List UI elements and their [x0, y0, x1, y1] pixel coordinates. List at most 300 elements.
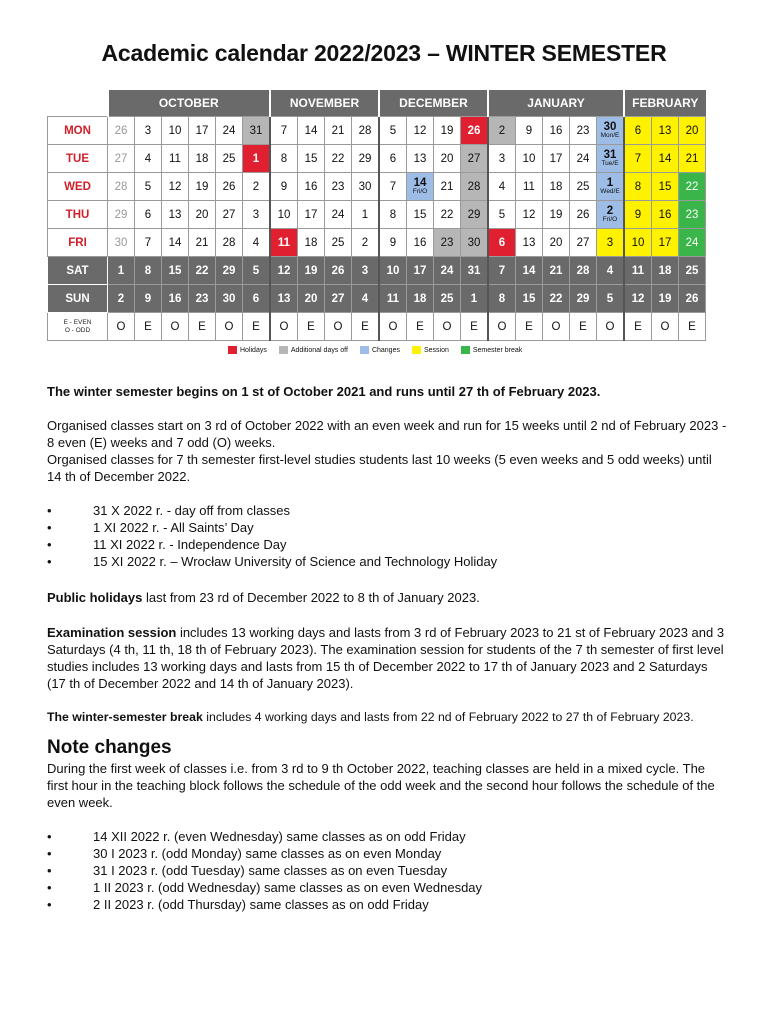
- calendar-cell: [298, 257, 325, 285]
- day-number: 13: [413, 152, 427, 165]
- day-number: 15: [304, 152, 318, 165]
- parity-cell: E: [135, 313, 162, 341]
- semester-intro: [47, 383, 727, 400]
- calendar-cell: [108, 117, 135, 145]
- day-number: 1: [252, 152, 260, 165]
- day-number: 24: [331, 208, 345, 221]
- change-sublabel: Tue/E: [601, 159, 619, 167]
- calendar-cell: [108, 145, 135, 173]
- calendar-cell: [108, 173, 135, 201]
- calendar-cell: [679, 285, 706, 313]
- day-number: 19: [658, 292, 672, 305]
- changes-swatch: [360, 346, 369, 354]
- legend-session-label: Session: [423, 346, 449, 354]
- parity-cell: O: [325, 313, 352, 341]
- calendar-cell: [543, 117, 570, 145]
- calendar-cell: [135, 201, 162, 229]
- calendar-cell: [162, 117, 189, 145]
- parity-row: [48, 313, 706, 341]
- calendar-cell: [597, 201, 625, 229]
- note-changes-heading: Note changes: [47, 737, 172, 758]
- day-number: 29: [358, 152, 372, 165]
- day-number: 20: [440, 152, 454, 165]
- day-number: 24: [440, 264, 454, 277]
- calendar-cell: [543, 257, 570, 285]
- calendar-cell: [407, 285, 434, 313]
- month-december: DECEMBER: [379, 90, 488, 117]
- calendar-cell: [597, 285, 625, 313]
- winter-break-paragraph: [47, 709, 727, 726]
- calendar-cell: [679, 257, 706, 285]
- parity-cell: O: [543, 313, 570, 341]
- day-number: 9: [280, 180, 288, 193]
- day-number: 3: [361, 264, 369, 277]
- day-number: 10: [386, 264, 400, 277]
- calendar-cell: [679, 229, 706, 257]
- calendar-cell: [434, 229, 461, 257]
- day-number: 21: [685, 152, 699, 165]
- list-item-text: 30 I 2023 r. (odd Monday) same classes as on even Monday: [93, 846, 442, 861]
- calendar-cell: [624, 117, 652, 145]
- calendar-cell: [379, 285, 407, 313]
- calendar-cell: [488, 173, 516, 201]
- day-number: 28: [358, 124, 372, 137]
- day-number: 3: [498, 152, 506, 165]
- calendar-cell: [135, 173, 162, 201]
- day-number: 8: [498, 292, 506, 305]
- day-number: 10: [631, 236, 645, 249]
- calendar-cell: [243, 117, 271, 145]
- calendar-cell: [570, 173, 597, 201]
- calendar-cell: [488, 117, 516, 145]
- calendar-row: [48, 201, 706, 229]
- calendar-cell: [652, 117, 679, 145]
- calendar-body: [48, 117, 706, 341]
- calendar-row: [48, 117, 706, 145]
- day-number: 10: [168, 124, 182, 137]
- day-number: 30: [114, 236, 128, 249]
- calendar-row: [48, 173, 706, 201]
- parity-cell: O: [108, 313, 135, 341]
- day-number: 31: [467, 264, 481, 277]
- calendar-cell: [216, 173, 243, 201]
- calendar-row: [48, 257, 706, 285]
- calendar-cell: [189, 117, 216, 145]
- calendar-cell: [543, 285, 570, 313]
- legend-holidays-label: Holidays: [240, 346, 267, 354]
- calendar-cell: [162, 145, 189, 173]
- calendar-cell: [135, 257, 162, 285]
- day-number: 16: [168, 292, 182, 305]
- day-number: 29: [576, 292, 590, 305]
- legend-holidays: [228, 346, 267, 354]
- day-number: 7: [144, 236, 152, 249]
- calendar-cell: [379, 173, 407, 201]
- calendar-cell: [162, 257, 189, 285]
- day-number: 12: [277, 264, 291, 277]
- day-number: 27: [467, 152, 481, 165]
- calendar-cell: [162, 173, 189, 201]
- day-number: 31 Tue/E: [597, 150, 623, 168]
- calendar-cell: [461, 285, 489, 313]
- day-number: 27: [331, 292, 345, 305]
- calendar-cell: [624, 201, 652, 229]
- calendar-cell: [135, 145, 162, 173]
- calendar-cell: [108, 257, 135, 285]
- day-number: 12: [522, 208, 536, 221]
- day-number: 26: [114, 124, 128, 137]
- calendar-cell: [516, 229, 543, 257]
- day-number: 5: [389, 124, 397, 137]
- day-number: 2: [252, 180, 260, 193]
- calendar-cell: [624, 145, 652, 173]
- change-sublabel: Wed/E: [600, 187, 620, 195]
- calendar-cell: [270, 285, 298, 313]
- calendar-cell: [379, 229, 407, 257]
- day-number: 5: [252, 264, 260, 277]
- day-number: 9: [389, 236, 397, 249]
- calendar-cell: [379, 201, 407, 229]
- list-item-text: 31 X 2022 r. - day off from classes: [93, 503, 291, 518]
- calendar-cell: [488, 257, 516, 285]
- calendar-cell: [434, 201, 461, 229]
- day-number: 17: [549, 152, 563, 165]
- public-holidays-paragraph: [47, 589, 727, 606]
- day-number: 4: [361, 292, 369, 305]
- page-title: Academic calendar 2022/2023 – WINTER SEMESTER: [101, 40, 667, 66]
- calendar-cell: [298, 117, 325, 145]
- parity-cell: O: [597, 313, 625, 341]
- classes-text-b: Organised classes for 7 th semester first-level studies students last 10 weeks (5 even weeks and 5 odd weeks) until 14 th of December 2022.: [47, 452, 712, 484]
- day-number: 23: [576, 124, 590, 137]
- change-sublabel: Fri/O: [602, 215, 618, 223]
- day-number: 16: [658, 208, 672, 221]
- parity-label: [48, 313, 108, 341]
- calendar-cell: [270, 229, 298, 257]
- calendar-cell: [352, 257, 380, 285]
- calendar-cell: [270, 117, 298, 145]
- calendar-cell: [488, 145, 516, 173]
- day-number: 6: [389, 152, 397, 165]
- calendar-cell: [597, 145, 625, 173]
- day-number: 11: [386, 292, 400, 305]
- calendar-cell: [597, 117, 625, 145]
- day-number: 23: [331, 180, 345, 193]
- legend-break: [461, 346, 522, 354]
- calendar-cell: [325, 117, 352, 145]
- day-number: 28: [114, 180, 128, 193]
- classes-paragraph: [47, 417, 727, 485]
- parity-cell: O: [162, 313, 189, 341]
- calendar-cell: [216, 229, 243, 257]
- legend-additional-label: Additional days off: [290, 346, 348, 354]
- calendar-cell: [679, 145, 706, 173]
- day-number: 15: [522, 292, 536, 305]
- calendar-cell: [570, 117, 597, 145]
- day-number: 23: [685, 208, 699, 221]
- day-number: 21: [195, 236, 209, 249]
- calendar-cell: [270, 145, 298, 173]
- day-number: 27: [114, 152, 128, 165]
- calendar-cell: [243, 173, 271, 201]
- holidays-swatch: [228, 346, 237, 354]
- calendar-cell: [570, 145, 597, 173]
- day-number: 20: [304, 292, 318, 305]
- public-holidays-label: Public holidays: [47, 590, 143, 605]
- month-february: FEBRUARY: [624, 90, 706, 117]
- calendar-cell: [243, 257, 271, 285]
- calendar-cell: [243, 145, 271, 173]
- day-number: 6: [498, 236, 506, 249]
- day-number: 18: [195, 152, 209, 165]
- day-label: WED: [48, 173, 108, 201]
- day-number: 8: [144, 264, 152, 277]
- list-item-text: 2 II 2023 r. (odd Thursday) same classes as on odd Friday: [93, 897, 429, 912]
- calendar-cell: [325, 201, 352, 229]
- day-number: 26: [331, 264, 345, 277]
- day-number: 4: [606, 264, 614, 277]
- day-number: 31: [249, 124, 263, 137]
- calendar-cell: [379, 257, 407, 285]
- calendar-cell: [270, 257, 298, 285]
- day-number: 25: [222, 152, 236, 165]
- calendar-cell: [243, 285, 271, 313]
- day-number: 28: [222, 236, 236, 249]
- day-number: 2: [117, 292, 125, 305]
- day-label: SUN: [48, 285, 108, 313]
- calendar-cell: [652, 201, 679, 229]
- calendar-cell: [162, 229, 189, 257]
- legend-break-label: Semester break: [472, 346, 523, 354]
- day-number: 21: [440, 180, 454, 193]
- day-number: 16: [304, 180, 318, 193]
- calendar-cell: [325, 173, 352, 201]
- calendar-cell: [434, 117, 461, 145]
- calendar-cell: [624, 229, 652, 257]
- public-holidays-text: last from 23 rd of December 2022 to 8 th of January 2023.: [142, 590, 480, 605]
- day-number: 1: [117, 264, 125, 277]
- day-number: 3: [252, 208, 260, 221]
- day-label: MON: [48, 117, 108, 145]
- semester-intro-text: The winter semester begins on 1 st of October 2021 and runs until 27 th of February 2023.: [47, 384, 601, 399]
- calendar-cell: [516, 285, 543, 313]
- day-number: 2: [498, 124, 506, 137]
- calendar-cell: [407, 173, 434, 201]
- parity-cell: O: [434, 313, 461, 341]
- corner-cell: [48, 90, 108, 117]
- calendar-cell: [461, 145, 489, 173]
- calendar-cell: [597, 229, 625, 257]
- day-label: FRI: [48, 229, 108, 257]
- calendar-cell: [298, 173, 325, 201]
- parity-cell: E: [243, 313, 271, 341]
- day-number: 6: [252, 292, 260, 305]
- day-number: 14: [304, 124, 318, 137]
- day-number: 22: [549, 292, 563, 305]
- calendar-cell: [597, 173, 625, 201]
- calendar-cell: [516, 145, 543, 173]
- day-number: 18: [658, 264, 672, 277]
- day-number: 20: [685, 124, 699, 137]
- calendar-cell: [216, 285, 243, 313]
- day-number: 6: [144, 208, 152, 221]
- parity-label-even: E - EVEN: [63, 318, 92, 326]
- calendar-cell: [488, 229, 516, 257]
- parity-cell: E: [298, 313, 325, 341]
- list-item-text: 11 XI 2022 r. - Independence Day: [93, 537, 287, 552]
- day-number: 7: [498, 264, 506, 277]
- day-number: 23: [440, 236, 454, 249]
- winter-break-label: The winter-semester break: [47, 710, 203, 724]
- calendar-cell: [652, 285, 679, 313]
- parity-cell: E: [516, 313, 543, 341]
- day-number: 10: [522, 152, 536, 165]
- exam-session-paragraph: [47, 624, 727, 692]
- calendar-cell: [243, 229, 271, 257]
- day-number: 13: [522, 236, 536, 249]
- day-number: 1: [470, 292, 478, 305]
- month-october: OCTOBER: [108, 90, 271, 117]
- calendar-cell: [162, 201, 189, 229]
- day-number: 15: [413, 208, 427, 221]
- exam-session-text: includes 13 working days and lasts from 3 rd of February 2023 to 21 st of February 2023 and 3 Saturdays (4 th, 11 th, 18 th of February 2023). The examination session for students of the 7 th semester of first level studies includes 13 working days and lasts from 15 th of December 2022 to 17 th of January 2023 and 2 Saturdays (17 th of December 2022 and 14 th of January 2023).: [47, 625, 725, 691]
- calendar-cell: [570, 229, 597, 257]
- day-number: 7: [634, 152, 642, 165]
- day-number: 17: [413, 264, 427, 277]
- calendar-cell: [379, 117, 407, 145]
- day-number: 26: [576, 208, 590, 221]
- day-number: 2 Fri/O: [597, 206, 623, 224]
- session-swatch: [412, 346, 421, 354]
- parity-cell: O: [652, 313, 679, 341]
- calendar-cell: [488, 285, 516, 313]
- calendar-cell: [189, 257, 216, 285]
- day-number: 27: [222, 208, 236, 221]
- day-number: 17: [658, 236, 672, 249]
- day-number: 29: [222, 264, 236, 277]
- day-number: 5: [144, 180, 152, 193]
- day-number: 15: [658, 180, 672, 193]
- day-label: TUE: [48, 145, 108, 173]
- calendar-cell: [652, 257, 679, 285]
- calendar-cell: [434, 145, 461, 173]
- month-november: NOVEMBER: [270, 90, 379, 117]
- day-number: 29: [467, 208, 481, 221]
- calendar-cell: [543, 201, 570, 229]
- calendar-cell: [189, 173, 216, 201]
- calendar-cell: [189, 229, 216, 257]
- day-number: 13: [658, 124, 672, 137]
- calendar-cell: [216, 201, 243, 229]
- calendar-cell: [461, 173, 489, 201]
- calendar-cell: [352, 117, 380, 145]
- day-number: 12: [413, 124, 427, 137]
- day-number: 23: [195, 292, 209, 305]
- calendar-cell: [488, 201, 516, 229]
- day-number: 10: [277, 208, 291, 221]
- additional-swatch: [279, 346, 288, 354]
- day-number: 25: [576, 180, 590, 193]
- day-number: 25: [685, 264, 699, 277]
- day-number: 4: [252, 236, 260, 249]
- calendar-cell: [407, 201, 434, 229]
- day-number: 9: [144, 292, 152, 305]
- calendar-cell: [325, 229, 352, 257]
- calendar-cell: [325, 145, 352, 173]
- day-number: 30: [222, 292, 236, 305]
- day-number: 11: [631, 264, 645, 277]
- day-number: 8: [634, 180, 642, 193]
- day-number: 17: [304, 208, 318, 221]
- calendar-cell: [162, 285, 189, 313]
- calendar-cell: [624, 257, 652, 285]
- calendar-cell: [298, 145, 325, 173]
- day-number: 13: [168, 208, 182, 221]
- day-number: 22: [195, 264, 209, 277]
- day-number: 25: [331, 236, 345, 249]
- calendar-cell: [379, 145, 407, 173]
- calendar-cell: [270, 173, 298, 201]
- legend-changes-label: Changes: [371, 346, 400, 354]
- day-number: 22: [331, 152, 345, 165]
- day-number: 25: [440, 292, 454, 305]
- day-number: 7: [280, 124, 288, 137]
- list-item-text: 31 I 2023 r. (odd Tuesday) same classes as on even Tuesday: [93, 863, 448, 878]
- day-number: 29: [114, 208, 128, 221]
- day-number: 12: [168, 180, 182, 193]
- day-number: 28: [467, 180, 481, 193]
- day-number: 22: [685, 180, 699, 193]
- calendar-cell: [108, 285, 135, 313]
- calendar-cell: [325, 285, 352, 313]
- day-number: 21: [331, 124, 345, 137]
- day-number: 14: [658, 152, 672, 165]
- calendar-cell: [135, 117, 162, 145]
- day-number: 8: [280, 152, 288, 165]
- calendar-cell: [461, 117, 489, 145]
- day-number: 9: [634, 208, 642, 221]
- calendar-row: [48, 285, 706, 313]
- day-number: 19: [549, 208, 563, 221]
- day-number: 11: [169, 152, 181, 165]
- calendar-cell: [216, 257, 243, 285]
- day-number: 24: [576, 152, 590, 165]
- parity-cell: E: [624, 313, 652, 341]
- calendar-cell: [135, 229, 162, 257]
- calendar-cell: [352, 201, 380, 229]
- day-number: 3: [144, 124, 152, 137]
- calendar-cell: [352, 145, 380, 173]
- day-number: 5: [498, 208, 506, 221]
- change-sublabel: Mon/E: [600, 131, 620, 139]
- legend-changes: [360, 346, 400, 354]
- calendar-cell: [298, 229, 325, 257]
- day-number: 4: [498, 180, 506, 193]
- day-number: 18: [549, 180, 563, 193]
- calendar-cell: [325, 257, 352, 285]
- calendar-cell: [434, 285, 461, 313]
- parity-cell: O: [216, 313, 243, 341]
- parity-cell: E: [679, 313, 706, 341]
- calendar-cell: [216, 117, 243, 145]
- parity-cell: O: [379, 313, 407, 341]
- list-item-text: 1 II 2023 r. (odd Wednesday) same classes as on even Wednesday: [93, 880, 483, 895]
- month-header-row: [48, 90, 706, 117]
- day-number: 24: [685, 236, 699, 249]
- calendar-cell: [407, 145, 434, 173]
- winter-break-text: includes 4 working days and lasts from 22 nd of February 2022 to 27 th of February 2023.: [202, 710, 694, 724]
- calendar-cell: [243, 201, 271, 229]
